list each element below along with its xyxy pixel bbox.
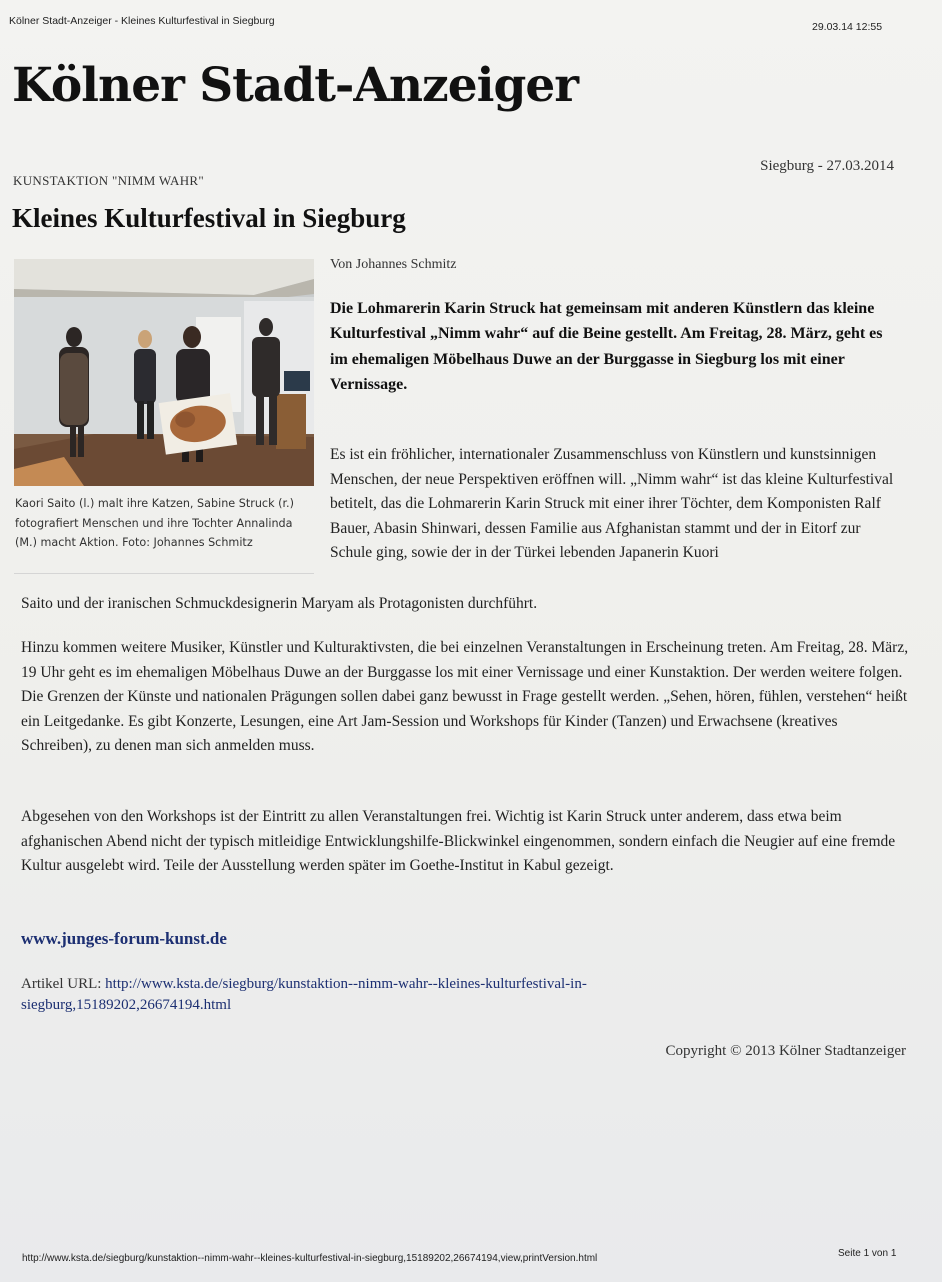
article-paragraph-1-continued: Saito und der iranischen Schmuckdesignerin Maryam als Protagonisten durchführt. <box>21 595 538 612</box>
article-byline: Von Johannes Schmitz <box>330 257 457 272</box>
article-paragraph-1: Es ist ein fröhlicher, internationaler Zusammenschluss von Künstlern und kunstsinnigen Menschen, der neue Perspektiven eröffnen will. „Nimm wahr“ ist das kleine Kulturfestival betitelt, das die Lohmarerin Karin Struck mit einer ihrer Töchter, dem Komponisten Ralf Bauer, Abasin Shinwari, dessen Familie aus Afghanistan stammt und der in Eitorf zur Schule ging, sowie der in der Türkei lebenden Japanerin Kuori <box>330 446 894 562</box>
print-header-title: Kölner Stadt-Anzeiger - Kleines Kulturfestival in Siegburg <box>9 15 275 27</box>
caption-divider <box>14 573 314 574</box>
article-kicker: KUNSTAKTION "NIMM WAHR" <box>13 173 205 188</box>
web-link[interactable]: www.junges-forum-kunst.de <box>21 929 227 948</box>
print-footer-url: http://www.ksta.de/siegburg/kunstaktion--nimm-wahr--kleines-kulturfestival-in-siegburg,15189202,26674194,view,printVersion.html <box>22 1253 598 1264</box>
article-url-label: Artikel URL: <box>21 976 102 992</box>
article-url-link[interactable]: http://www.ksta.de/siegburg/kunstaktion--nimm-wahr--kleines-kulturfestival-in-siegburg,15189202,26674194.html <box>21 976 587 1013</box>
article-paragraph-3: Abgesehen von den Workshops ist der Eintritt zu allen Veranstaltungen frei. Wichtig ist Karin Struck unter anderem, dass etwa beim afghanischen Abend nicht der typisch mitleidige Entwicklungshilfe-Blickwinkel eingenommen, sondern einfach die Neugier auf eine fremde Kultur ausgelebt wird. Teile der Ausstellung werden später im Goethe-Institut in Kabul gezeigt. <box>21 808 896 875</box>
copyright: Copyright © 2013 Kölner Stadtanzeiger <box>665 1043 906 1059</box>
photo-caption: Kaori Saito (l.) malt ihre Katzen, Sabine Struck (r.) fotografiert Menschen und ihre Tochter Annalinda (M.) macht Aktion. Foto: Johannes Schmitz <box>15 497 294 549</box>
article-headline: Kleines Kulturfestival in Siegburg <box>12 203 406 233</box>
article-dateline: Siegburg - 27.03.2014 <box>760 158 894 174</box>
masthead-logo: Kölner Stadt-Anzeiger <box>12 58 579 113</box>
print-footer-page: Seite 1 von 1 <box>838 1248 897 1259</box>
article-url-block <box>21 974 781 1016</box>
article-paragraph-2: Hinzu kommen weitere Musiker, Künstler und Kulturaktivsten, die bei einzelnen Veranstaltungen in Erscheinung treten. Am Freitag, 28. März, 19 Uhr geht es im ehemaligen Möbelhaus Duwe an der Burggasse los mit einer Vernissage und einer Kunstaktion. Der werden weitere folgen. Die Grenzen der Künste und nationalen Prägungen sollen dabei ganz bewusst in Frage gestellt werden. „Sehen, hören, fühlen, verstehen“ heißt ein Leitgedanke. Es gibt Konzerte, Lesungen, eine Art Jam-Session und Workshops für Kinder (Tanzen) und Erwachsene (kreatives Schreiben), zu denen man sich anmelden muss. <box>21 639 909 755</box>
article-photo <box>14 259 314 486</box>
article-lead: Die Lohmarerin Karin Struck hat gemeinsam mit anderen Künstlern das kleine Kulturfestival „Nimm wahr“ auf die Beine gestellt. Am Freitag, 28. März, geht es im ehemaligen Möbelhaus Duwe an der Burggasse in Siegburg los mit einer Vernissage. <box>330 300 883 394</box>
print-header-datetime: 29.03.14 12:55 <box>812 21 883 33</box>
